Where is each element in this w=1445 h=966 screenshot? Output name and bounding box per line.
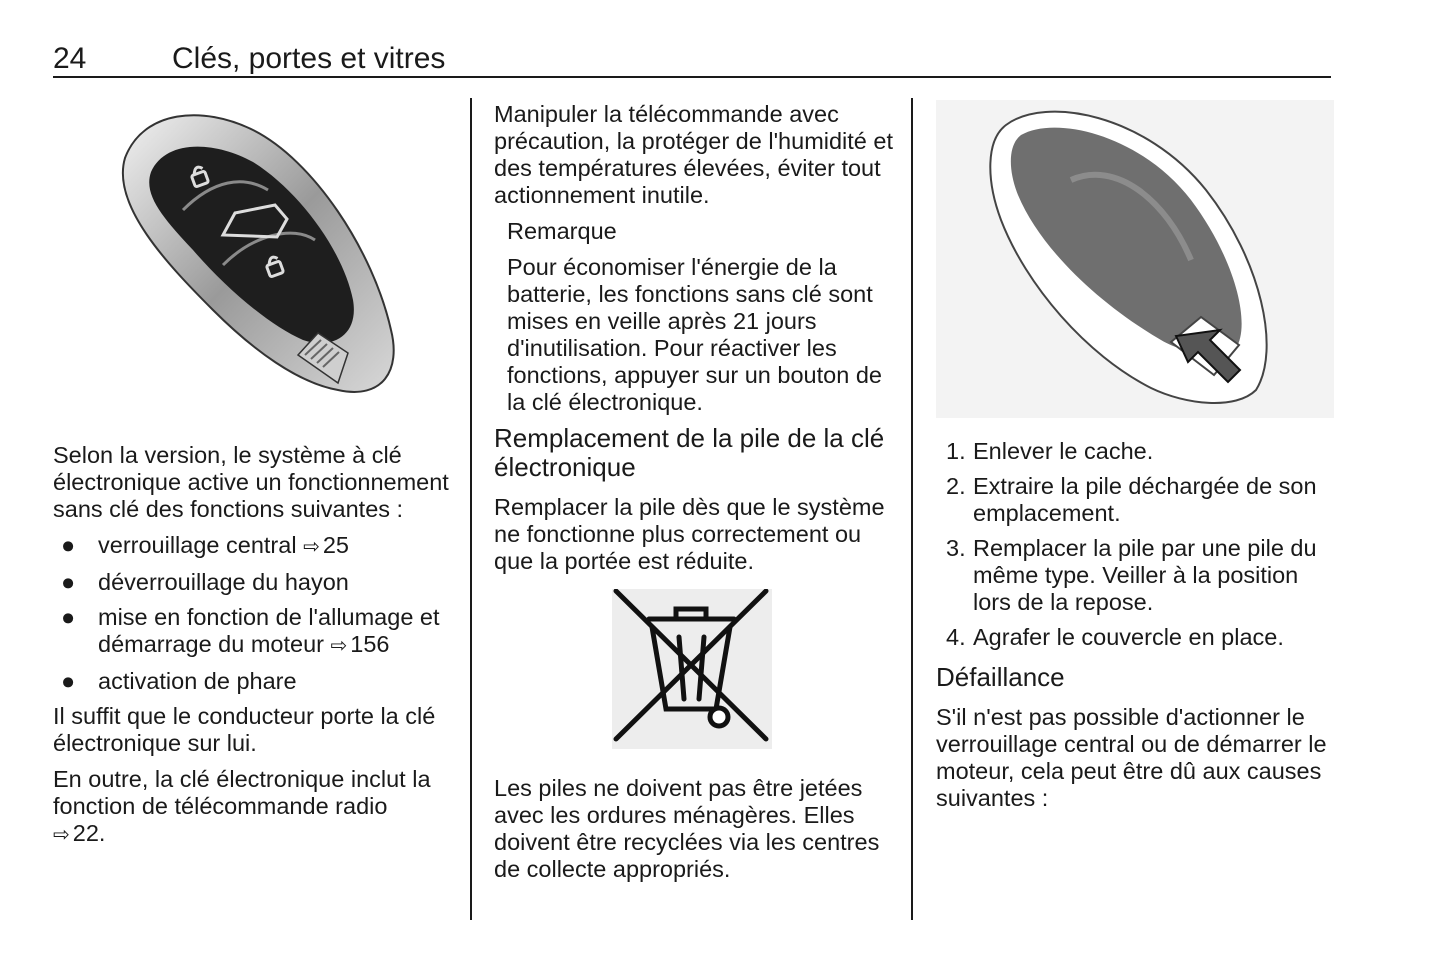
list-item: 2. Extraire la pile déchargée de son emplacement. — [946, 473, 1317, 526]
intro-paragraph: Selon la version, le système à clé électronique active un fonctionnement sans clé des fonctions suivantes : — [53, 442, 449, 522]
column-1 — [53, 100, 453, 858]
paragraph: Il suffit que le conducteur porte la clé électronique sur lui. — [53, 703, 436, 756]
list-item: 4. Agrafer le couvercle en place. — [946, 624, 1284, 650]
section-heading: Remplacement de la pile de la clé électronique — [494, 423, 885, 482]
section-heading: Défaillance — [936, 662, 1065, 692]
keyless-functions-list — [53, 532, 453, 695]
column-2 — [494, 101, 894, 892]
intro-paragraph: Manipuler la télécommande avec précaution, la protéger de l'humidité et des températures élevées, éviter tout actionnement inutile. — [494, 101, 894, 208]
page-reference-arrow-icon: ⇨ — [330, 635, 348, 657]
paragraph: En outre, la clé électronique inclut la fonction de télécommande radio ⇨ 22. — [53, 766, 431, 846]
bullet-icon: ● — [61, 604, 76, 630]
crossed-bin-recycling-icon — [494, 589, 894, 759]
note-text: Pour économiser l'énergie de la batterie, les fonctions sans clé sont mises en veille après 21 jours d'inutilisation. Pour réactiver les fonctions, appuyer sur un bouton de la clé électronique. — [507, 254, 882, 415]
page-reference[interactable]: 25 — [322, 532, 349, 558]
paragraph: Remplacer la pile dès que le système ne fonctionne plus correctement ou que la portée est réduite. — [494, 494, 885, 574]
smart-key-fob-illustration — [53, 100, 453, 430]
bullet-icon: ● — [61, 668, 76, 694]
page-reference-arrow-icon: ⇨ — [303, 536, 320, 558]
bullet-icon: ● — [61, 532, 76, 558]
list-item: ● activation de phare — [61, 668, 297, 694]
note-title: Remarque — [507, 218, 617, 244]
list-item: ● déverrouillage du hayon — [61, 569, 349, 595]
column-divider — [470, 98, 472, 920]
page-number: 24 — [53, 42, 87, 75]
paragraph: S'il n'est pas possible d'actionner le verrouillage central ou de démarrer le moteur, cela peut être dû aux causes suivantes : — [936, 704, 1327, 811]
list-item: 3. Remplacer la pile par une pile du même type. Veiller à la position lors de la repose. — [946, 535, 1317, 615]
page-reference[interactable]: 22. — [72, 820, 106, 846]
chapter-title: Clés, portes et vitres — [172, 42, 446, 75]
key-fob-cover-removal-illustration — [936, 100, 1334, 418]
column-divider — [911, 98, 913, 920]
battery-replacement-steps — [936, 438, 1336, 651]
page-header — [53, 40, 1331, 78]
page-reference-arrow-icon: ⇨ — [53, 824, 70, 846]
paragraph: Les piles ne doivent pas être jetées avec les ordures ménagères. Elles doivent être recyclées via les centres de collecte appropriés. — [494, 775, 880, 882]
list-item: ● verrouillage central ⇨ 25 — [61, 532, 349, 558]
list-item: 1. Enlever le cache. — [946, 438, 1154, 464]
page-reference[interactable]: 156 — [350, 631, 390, 657]
bullet-icon: ● — [61, 569, 76, 595]
column-3 — [936, 100, 1336, 821]
list-item: ● mise en fonction de l'allumage et démarrage du moteur ⇨ 156 — [61, 604, 440, 657]
note-box — [494, 218, 894, 416]
